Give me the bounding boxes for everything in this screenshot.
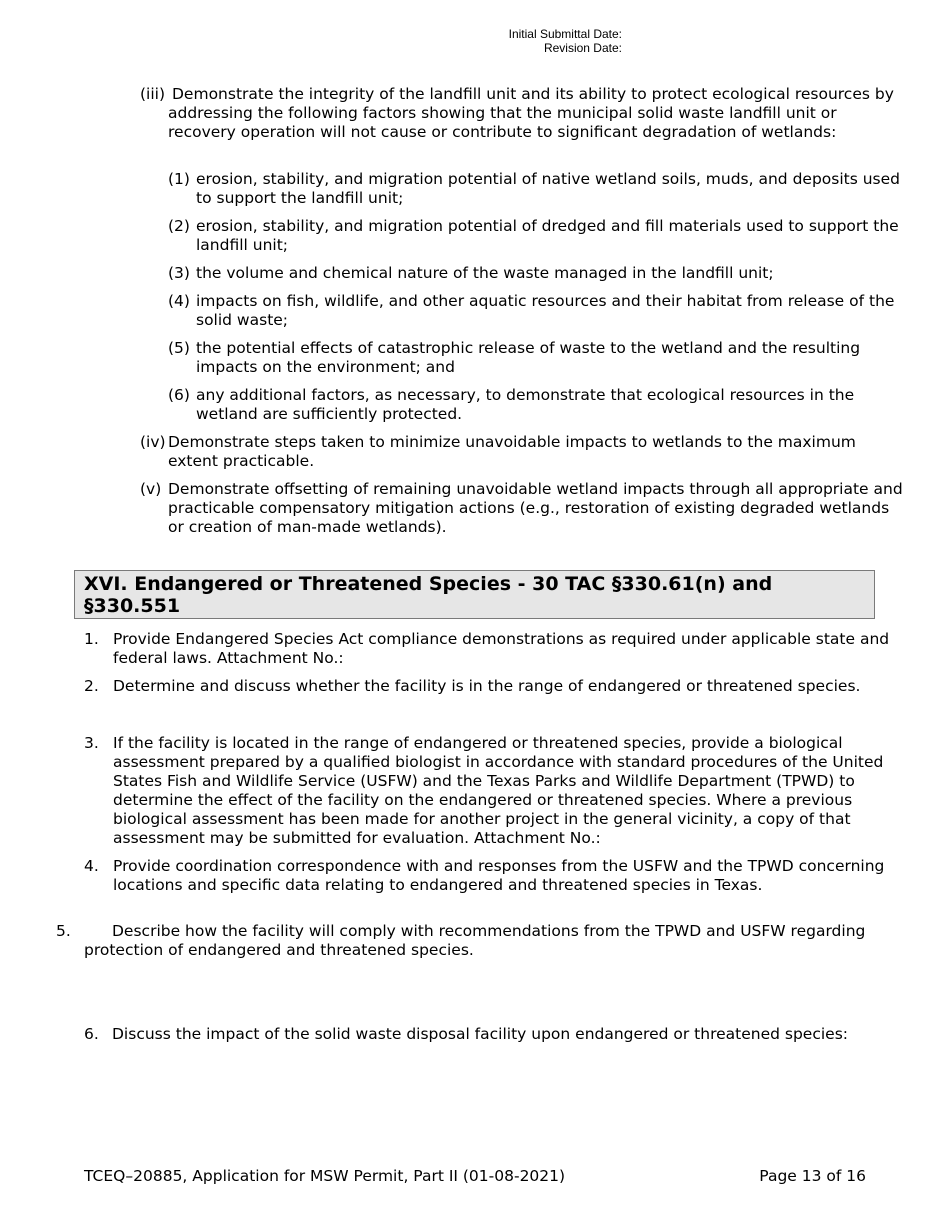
item-number: 1. (84, 630, 99, 648)
factor-label: (4) (168, 292, 190, 310)
factor-text: impacts on fish, wildlife, and other aquatic resources and their habitat from release of the solid waste; (196, 292, 895, 329)
wetlands-item-v (140, 480, 903, 537)
factor-label: (2) (168, 217, 190, 235)
factor-label: (5) (168, 339, 190, 357)
item-label: (iii) (140, 85, 166, 103)
factor-item (168, 339, 903, 377)
wetlands-item-iv (140, 433, 903, 471)
page-header (509, 27, 622, 55)
list-item (56, 922, 875, 960)
factor-text: any additional factors, as necessary, to demonstrate that ecological resources in the wetland are sufficiently protected. (196, 386, 855, 423)
factor-text: erosion, stability, and migration potential of native wetland soils, muds, and deposits used to support the landfill unit; (196, 170, 901, 207)
item-number: 5. (56, 922, 71, 940)
list-item (84, 734, 904, 848)
footer-form-id: TCEQ–20885, Application for MSW Permit, Part II (01-08-2021) (84, 1167, 566, 1185)
factor-text: erosion, stability, and migration potential of dredged and fill materials used to support the landfill unit; (196, 217, 899, 254)
item-text: Determine and discuss whether the facility is in the range of endangered or threatened species. (113, 677, 861, 695)
item-text: Demonstrate offsetting of remaining unavoidable wetland impacts through all appropriate and practicable compensatory mitigation actions (e.g., restoration of existing degraded wetlands or creation of man-made wetlands). (168, 480, 903, 536)
item-text: Describe how the facility will comply with recommendations from the TPWD and USFW regarding protection of endangered and threatened species. (84, 922, 866, 959)
factor-item (168, 170, 903, 208)
factor-item (168, 217, 903, 255)
item-text: Demonstrate steps taken to minimize unavoidable impacts to wetlands to the maximum extent practicable. (168, 433, 856, 470)
item-number: 2. (84, 677, 99, 695)
factor-label: (1) (168, 170, 190, 188)
factor-text: the potential effects of catastrophic release of waste to the wetland and the resulting impacts on the environment; and (196, 339, 861, 376)
factor-label: (3) (168, 264, 190, 282)
revision-date-label: Revision Date: (543, 41, 622, 55)
item-label: (iv) (140, 433, 166, 451)
factor-item (168, 264, 903, 283)
initial-submittal-date-label: Initial Submittal Date: (508, 27, 622, 41)
item-text: Provide Endangered Species Act compliance demonstrations as required under applicable state and federal laws. Attachment No.: (113, 630, 890, 667)
list-item (84, 857, 904, 895)
list-item (84, 630, 904, 668)
list-item (84, 1025, 903, 1044)
footer-page-number: Page 13 of 16 (759, 1167, 866, 1185)
wetlands-item-iii (140, 85, 903, 142)
item-label: (v) (140, 480, 162, 498)
item-text: Discuss the impact of the solid waste disposal facility upon endangered or threatened species: (112, 1025, 848, 1043)
list-item (84, 677, 904, 696)
factor-item (168, 386, 903, 424)
item-number: 3. (84, 734, 99, 752)
factor-text: the volume and chemical nature of the waste managed in the landfill unit; (196, 264, 774, 282)
item-number: 6. (84, 1025, 99, 1043)
item-text: Provide coordination correspondence with and responses from the USFW and the TPWD concerning locations and specific data relating to endangered and threatened species in Texas. (113, 857, 885, 894)
factor-item (168, 292, 903, 330)
factor-label: (6) (168, 386, 190, 404)
section-heading: XVI. Endangered or Threatened Species - 30 TAC §330.61(n) and §330.551 (74, 570, 875, 619)
item-text: If the facility is located in the range of endangered or threatened species, provide a biological assessment prepared by a qualified biologist in accordance with standard procedures of the United States Fish and Wildlife Service (USFW) and the Texas Parks and Wildlife Department (TPWD) to determine the effect of the facility on the endangered or threatened species. Where a previous biological assessment has been made for another project in the general vicinity, a copy of that assessment may be submitted for evaluation. Attachment No.: (113, 734, 884, 847)
item-text: Demonstrate the integrity of the landfill unit and its ability to protect ecological resources by addressing the following factors showing that the municipal solid waste landfill unit or recovery operation will not cause or contribute to significant degradation of wetlands: (168, 85, 894, 141)
item-number: 4. (84, 857, 99, 875)
